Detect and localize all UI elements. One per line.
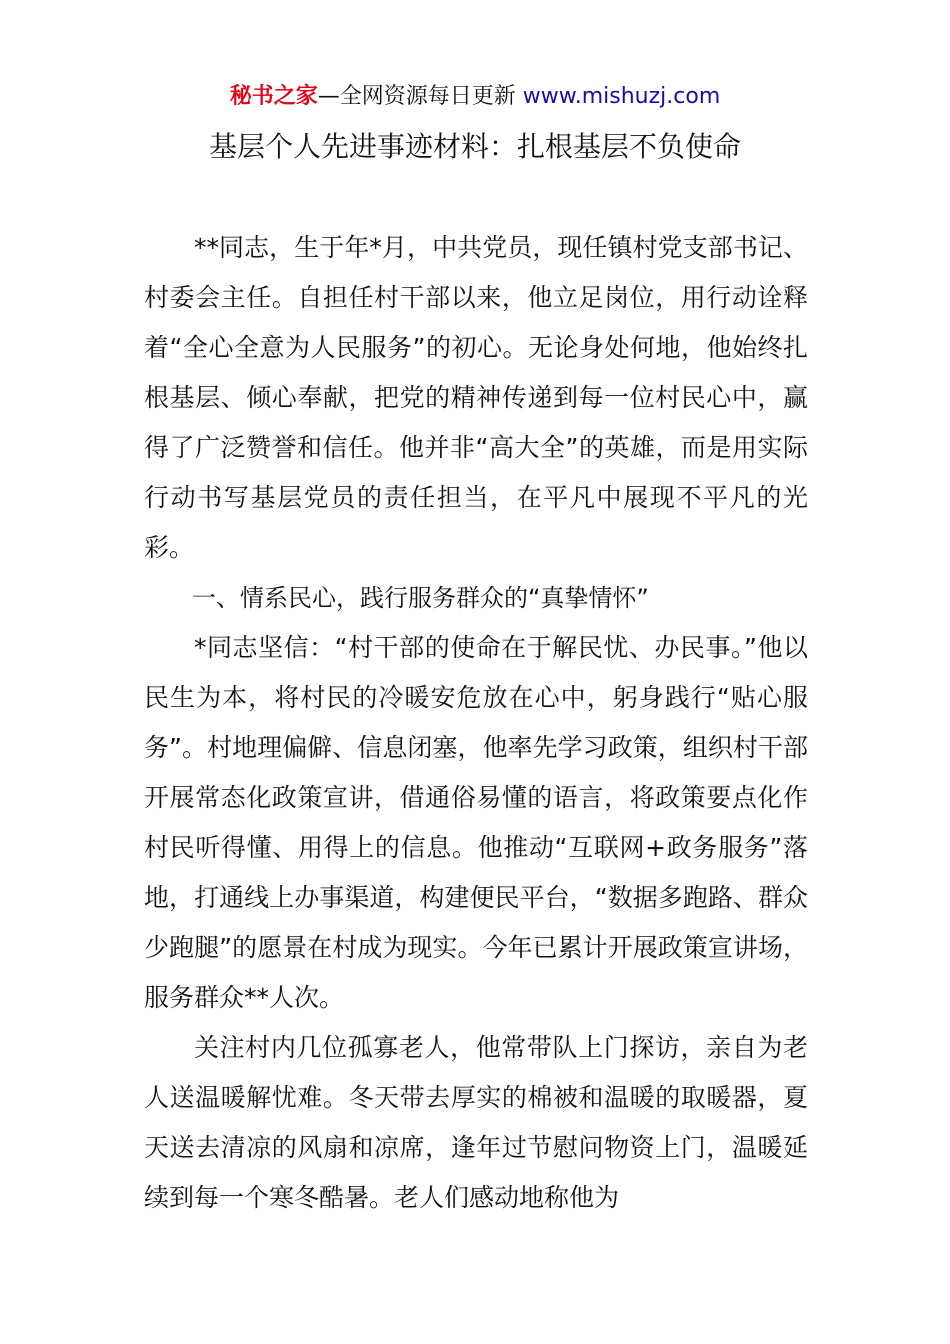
site-url-link[interactable]: www.mishuzj.com <box>522 84 721 109</box>
document-body <box>144 223 808 1223</box>
site-brand: 秘书之家 <box>229 84 318 109</box>
document-title: 基层个人先进事迹材料：扎根基层不负使命 <box>208 130 741 163</box>
site-tagline: —全网资源每日更新 <box>317 84 523 109</box>
paragraph-elderly-care: 关注村内几位孤寡老人，他常带队上门探访，亲自为老人送温暖解忧难。冬天带去厚实的棉被和温暖的取暖器，夏天送去清凉的风扇和凉席，逢年过节慰问物资上门，温暖延续到每一个寒冬酷暑。老人们感动地称他为 <box>144 1033 808 1212</box>
site-header <box>0 82 950 112</box>
paragraph-service: *同志坚信：“村干部的使命在于解民忧、办民事。”他以民生为本，将村民的冷暖安危放在心中，躬身践行“贴心服务”。村地理偏僻、信息闭塞，他率先学习政策，组织村干部开展常态化政策宣讲，借通俗易懂的语言，将政策要点化作村民听得懂、用得上的信息。他推动“互联网+政务服务”落地，打通线上办事渠道，构建便民平台，“数据多跑路、群众少跑腿”的愿景在村成为现实。今年已累计开展政策宣讲场，服务群众**人次。 <box>144 633 808 1012</box>
section-heading-1: 一、情系民心，践行服务群众的“真挚情怀” <box>192 584 649 612</box>
paragraph-intro: **同志，生于年*月，中共党员，现任镇村党支部书记、村委会主任。自担任村干部以来，他立足岗位，用行动诠释着“全心全意为人民服务”的初心。无论身处何地，他始终扎根基层、倾心奉献，把党的精神传递到每一位村民心中，赢得了广泛赞誉和信任。他并非“高大全”的英雄，而是用实际行动书写基层党员的责任担当，在平凡中展现不平凡的光彩。 <box>144 233 808 562</box>
